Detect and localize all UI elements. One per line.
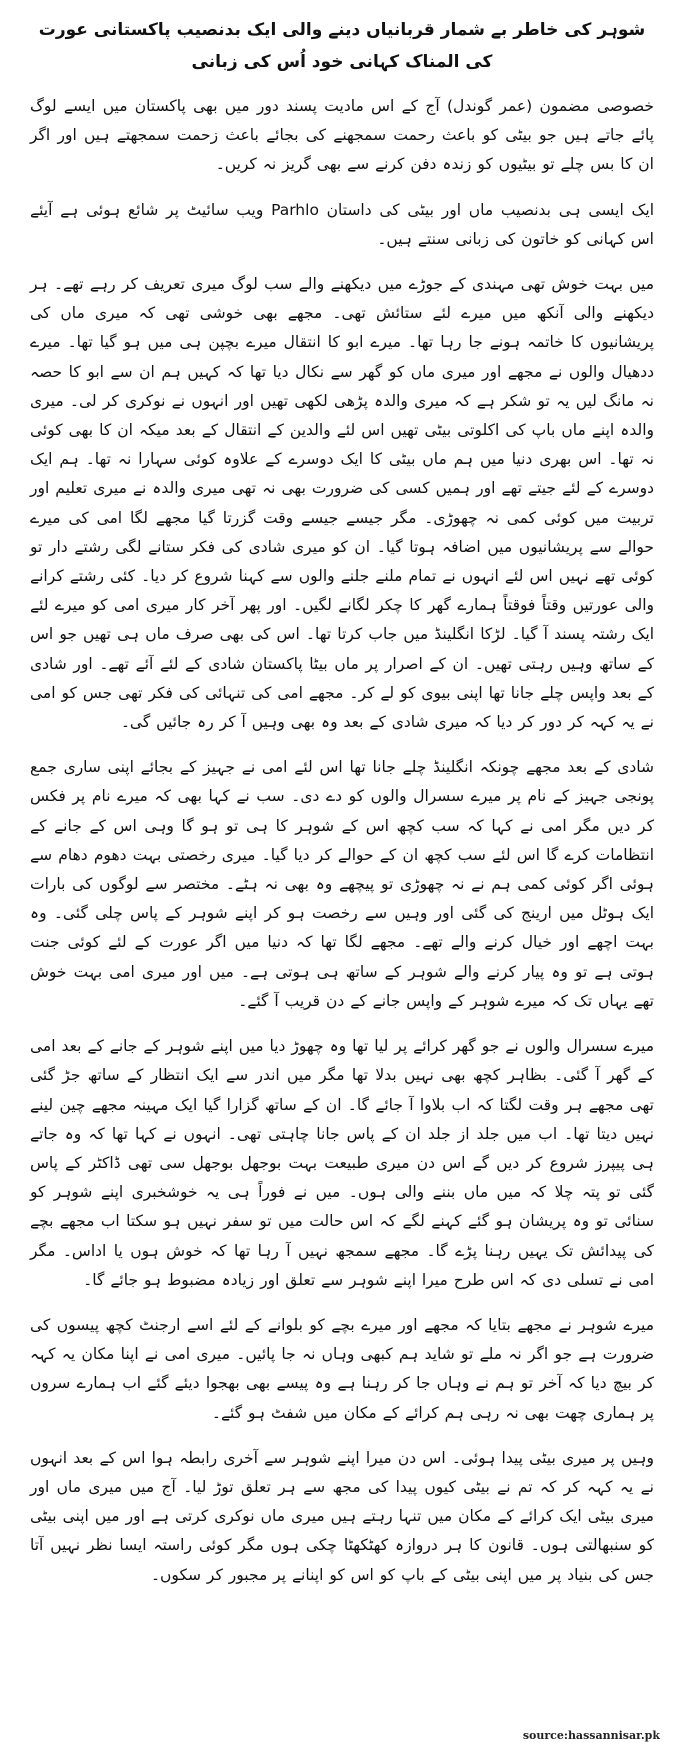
- article-body: [30, 14, 654, 1606]
- article-paragraph: میں بہت خوش تھی مہندی کے جوڑے میں دیکھنے والے سب لوگ میری تعریف کر رہے تھے۔ ہر دیکھنے والی آنکھ میں میرے لئے ستائش تھی۔ مجھے بھی خوشی تھی کہ میری ماں کی پریشانیوں کا خاتمہ ہونے جا رہا تھا۔ میرے ابو کا انتقال میرے بچپن ہی میں ہو گیا تھا۔ میرے ددھیال والوں نے مجھے اور میری ماں کو گھر سے نکال دیا تھا کہ کہیں ہم ان سے ابو کا حصہ نہ مانگ لیں یہ تو شکر ہے کہ میری والدہ پڑھی لکھی تھیں اور انہوں نے نوکری کر لی۔ میری والدہ اپنے ماں باپ کی اکلوتی بیٹی تھیں اس لئے والدین کے انتقال کے بعد میکہ ان کا بھی کوئی نہ تھا۔ اس بھری دنیا میں ہم ماں بیٹی کا ایک دوسرے کے علاوہ کوئی سہارا نہ تھا۔ ہم ایک دوسرے کے لئے جیتے تھے اور ہمیں کسی کی ضرورت بھی نہ تھی میری والدہ نے میری تعلیم اور تربیت میں کوئی کمی نہ چھوڑی۔ مگر جیسے جیسے وقت گزرتا گیا مجھے لگا امی کی میرے حوالے سے پریشانیوں میں اضافہ ہوتا گیا۔ ان کو میری شادی کی فکر ستانے لگی رشتے دار تو کوئی تھے نہیں اس لئے انہوں نے تمام ملنے جلنے والوں سے کہنا شروع کر دیا۔ کئی رشتے کرانے والی عورتیں وقتاً فوقتاً ہمارے گھر کا چکر لگانے لگیں۔ اور پھر آخر کار میری امی کو میرے لئے ایک رشتہ پسند آ گیا۔ لڑکا انگلینڈ میں جاب کرتا تھا۔ اس کی بھی صرف ماں ہی تھیں جو اس کے ساتھ وہیں رہتی تھیں۔ ان کے اصرار پر ماں بیٹا پاکستان شادی کے لئے آئے تھے۔ اور شادی کے بعد واپس چلے جانا تھا اپنی بیوی کو لے کر۔ مجھے امی کی تنہائی کی فکر تھی جس کو امی نے یہ کہہ کر دور کر دیا کہ میری شادی کے بعد وہ بھی وہیں آ کر رہ جائیں گی۔: [30, 275, 654, 732]
- article-paragraph: خصوصی مضمون (عمر گوندل) آج کے اس مادیت پسند دور میں بھی پاکستان میں ایسے لوگ پائے جاتے ہیں جو بیٹی کو باعث رحمت سمجھنے کی بجائے باعث زحمت سمجھتے ہیں اور اگر ان کا بس چلے تو بیٹیوں کو زندہ دفن کرنے سے بھی گریز نہ کریں۔: [30, 97, 654, 174]
- article-paragraph: میرے سسرال والوں نے جو گھر کرائے پر لیا تھا وہ چھوڑ دیا میں اپنے شوہر کے جانے کے بعد امی کے گھر آ گئی۔ بظاہر کچھ بھی نہیں بدلا تھا مگر میں اندر سے ایک انتظار کے ساتھ جڑ گئی تھی مجھے ہر وقت لگتا کہ اب بلاوا آ جائے گا۔ ان کے ساتھ گزارا گیا ایک مہینہ مجھے چین لینے نہیں دیتا تھا۔ اب میں جلد از جلد ان کے پاس جانا چاہتی تھی۔ انہوں نے کہا تھا کہ وہ جاتے ہی پیپرز شروع کر دیں گے اس دن میری طبیعت بہت بوجھل بوجھل سی تھی ڈاکٹر کے پاس گئی تو پتہ چلا کہ میں ماں بننے والی ہوں۔ میں نے فوراً ہی یہ خوشخبری اپنے شوہر کو سنائی تو وہ پریشان ہو گئے کہنے لگے کہ اس حالت میں تو سفر نہیں ہو سکتا اب مجھے بچے کی پیدائش تک یہیں رہنا پڑے گا۔ مجھے سمجھ نہیں آ رہا تھا کہ خوش ہوں یا اداس۔ مگر امی نے تسلی دی کہ اس طرح میرا اپنے شوہر سے تعلق اور زیادہ مضبوط ہو جائے گا۔: [30, 1037, 654, 1289]
- article-paragraph: ایک ایسی ہی بدنصیب ماں اور بیٹی کی داستان Parhlo ویب سائیٹ پر شائع ہوئی ہے آیئے اس کہانی کو خاتون کی زبانی سنتے ہیں۔: [30, 200, 655, 248]
- article-title: شوہر کی خاطر بے شمار قربانیاں دینے والی ایک بدنصیب پاکستانی عورت کی المناک کہانی خود اُس کی زبانی: [38, 20, 646, 72]
- article-paragraph: وہیں پر میری بیٹی پیدا ہوئی۔ اس دن میرا اپنے شوہر سے آخری رابطہ ہوا اس کے بعد انہوں نے یہ کہہ کر کہ تم نے بیٹی کیوں پیدا کی مجھ سے ہر تعلق توڑ لیا۔ آج میں میری ماں اور میری بیٹی ایک کرائے کے مکان میں تنہا رہتے ہیں میری ماں نوکری کرتی ہے اور میں اپنی بیٹی کو سنبھالتی ہوں۔ قانون کا ہر دروازہ کھٹکھٹا چکی ہوں مگر کوئی راستہ ایسا نظر نہیں آتا جس کی بنیاد پر میں اپنی بیٹی کے باپ کو اس کو اپنانے پر مجبور کر سکوں۔: [30, 1448, 654, 1584]
- source-credit: source:hassannisar.pk: [522, 1729, 660, 1742]
- article-paragraph: شادی کے بعد مجھے چونکہ انگلینڈ چلے جانا تھا اس لئے امی نے جہیز کے بجائے اپنی ساری جمع پونجی جہیز کے نام پر میرے سسرال والوں کو دے دی۔ سب نے کہا بھی کہ میرے نام پر فکس کر دیں مگر امی نے کہا کہ سب کچھ اس کے شوہر کا ہی تو ہو گا وہی اس کے جانے کے انتظامات کرے گا اس لئے سب کچھ ان کے حوالے کر دیا گیا۔ میری رخصتی بہت دھوم دھام سے ہوئی اگر کوئی کمی ہم نے نہ چھوڑی تو پیچھے وہ بھی نہ ہٹے۔ مختصر سے لوگوں کی بارات ایک ہوٹل میں ارینج کی گئی اور وہیں سے رخصت ہو کر اپنے شوہر کے پاس چلی گئی۔ وہ بہت اچھے اور خیال کرنے والے تھے۔ مجھے لگا تھا کہ دنیا میں اگر عورت کے لئے کوئی جنت ہوتی ہے تو وہ پیار کرنے والے شوہر کے ساتھ ہی ہوتی ہے۔ میں اور میری امی بہت خوش تھے یہاں تک کہ میرے شوہر کے واپس جانے کے دن قریب آ گئے۔: [30, 758, 654, 1010]
- article-paragraph: میرے شوہر نے مجھے بتایا کہ مجھے اور میرے بچے کو بلوانے کے لئے اسے ارجنٹ کچھ پیسوں کی ضرورت ہے جو اگر نہ ملے تو شاید ہم کبھی وہاں نہ جا پائیں۔ میری امی نے اپنا مکان یہ کہہ کر بیچ دیا کہ آخر تو ہم نے وہاں جا کر رہنا ہے وہ پیسے بھی بھجوا دیئے گئے اب ہمارے سروں پر ہماری چھت بھی نہ رہی ہم کرائے کے مکان میں شفٹ ہو گئے۔: [30, 1315, 654, 1422]
